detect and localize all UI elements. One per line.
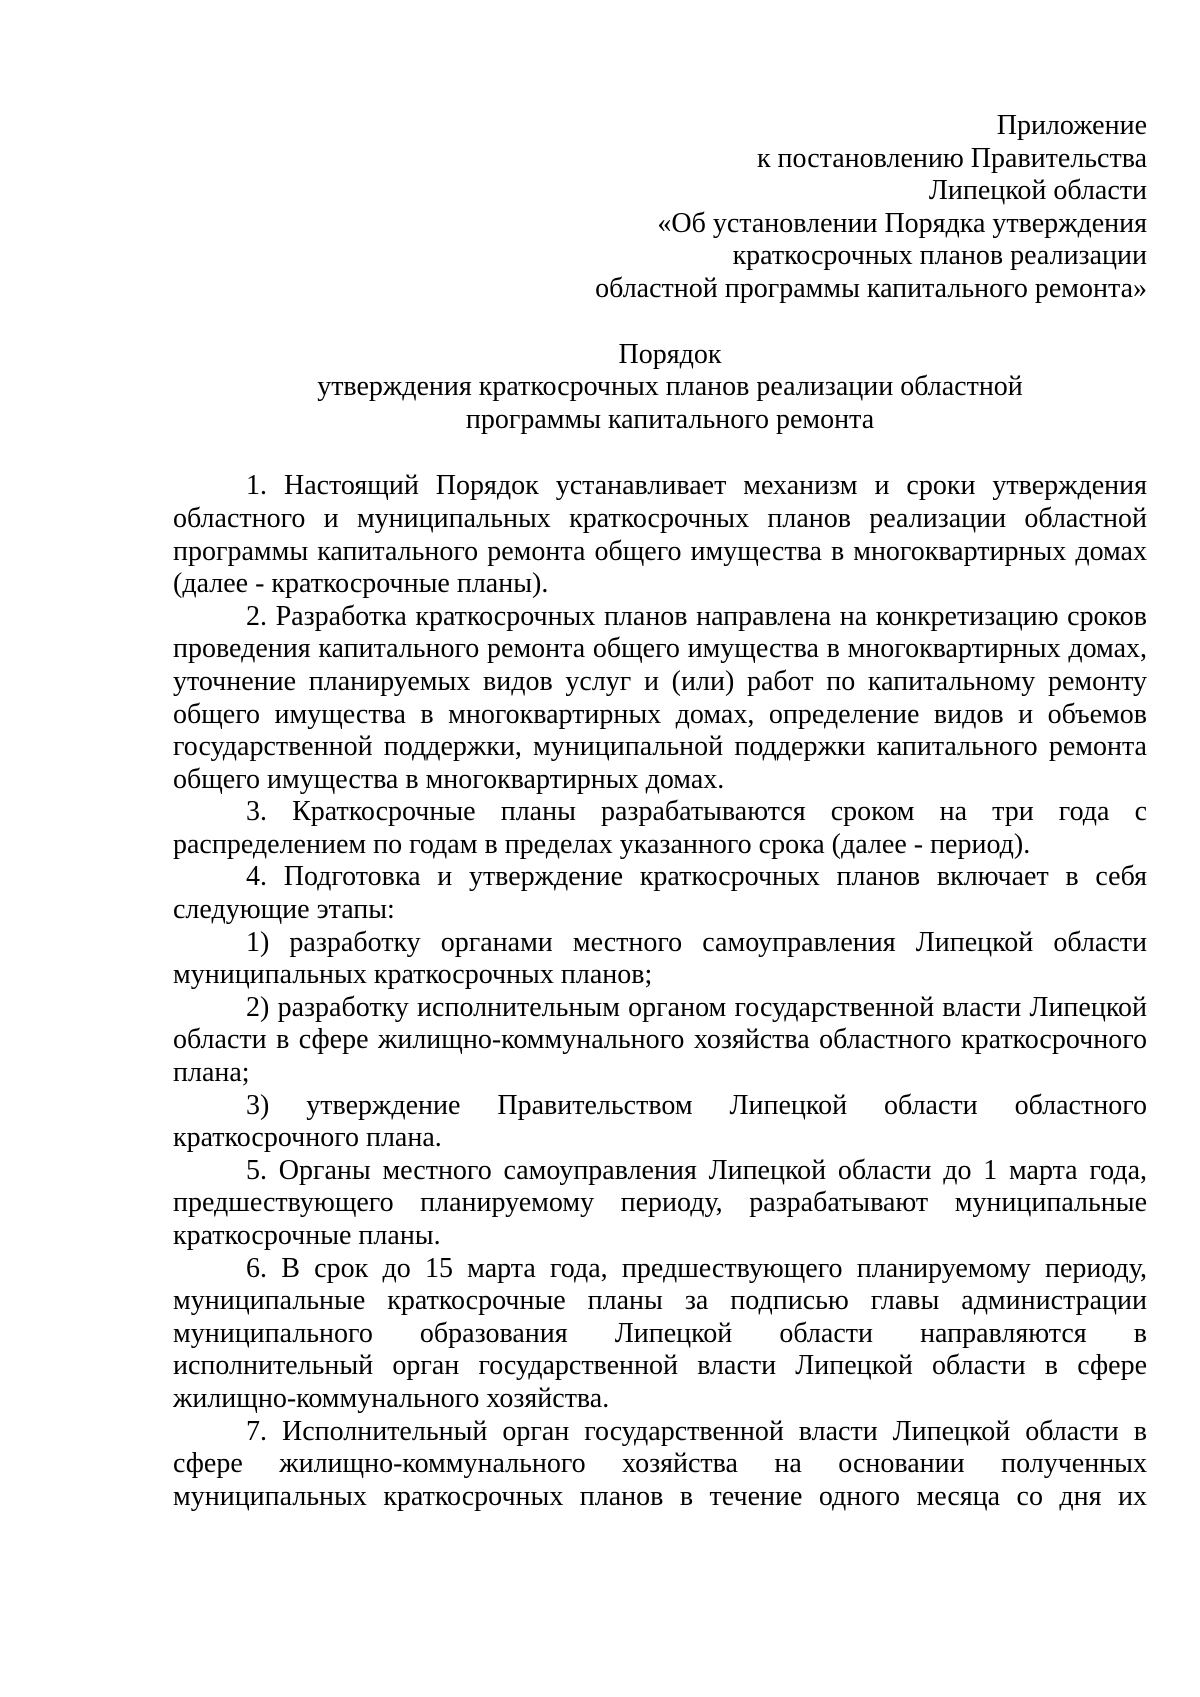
paragraph-4-item-2: 2) разработку исполнительным органом государственной власти Липецкой области в сфере жилищно-коммунального хозяйства областного краткосрочного плана; xyxy=(173,991,1147,1089)
title-subtitle-line: утверждения краткосрочных планов реализации областной xyxy=(317,371,1023,403)
paragraph-3: 3. Краткосрочные планы разрабатываются сроком на три года с распределением по годам в пределах указанного срока (далее - период). xyxy=(173,796,1147,860)
annex-line: областной программы капитального ремонта» xyxy=(595,272,1147,304)
annex-line: Липецкой области xyxy=(928,175,1147,207)
document-body xyxy=(173,470,1147,1513)
paragraph-4-item-3: 3) утверждение Правительством Липецкой области областного краткосрочного плана. xyxy=(173,1089,1147,1154)
annex-header xyxy=(173,110,1147,306)
annex-line: краткосрочных планов реализации xyxy=(732,240,1147,272)
document-title xyxy=(173,339,1147,437)
paragraph-2: 2. Разработка краткосрочных планов направлена на конкретизацию сроков проведения капитального ремонта общего имущества в многоквартирных домах, уточнение планируемых видов услуг и (или) работ по капитальному ремонту общего имущества в многоквартирных домах, определение видов и объемов государственной поддержки, муниципальной поддержки капитального ремонта общего имущества в многоквартирных домах. xyxy=(173,600,1147,795)
paragraph-4: 4. Подготовка и утверждение краткосрочных планов включает в себя следующие этапы: xyxy=(173,861,1147,926)
annex-line: «Об установлении Порядка утверждения xyxy=(657,207,1147,239)
annex-line: к постановлению Правительства xyxy=(756,142,1147,174)
title-heading: Порядок xyxy=(618,338,722,370)
paragraph-4-item-1: 1) разработку органами местного самоуправления Липецкой области муниципальных краткосрочных планов; xyxy=(173,926,1147,991)
paragraph-5: 5. Органы местного самоуправления Липецкой области до 1 марта года, предшествующего планируемому периоду, разрабатывают муниципальные краткосрочные планы. xyxy=(173,1154,1147,1251)
paragraph-7: 7. Исполнительный орган государственной власти Липецкой области в сфере жилищно-коммунального хозяйства на основании полученных муниципальных краткосрочных планов в течение одного месяца со дня их xyxy=(173,1415,1147,1512)
title-subtitle-line: программы капитального ремонта xyxy=(465,403,875,435)
paragraph-1: 1. Настоящий Порядок устанавливает механизм и сроки утверждения областного и муниципальных краткосрочных планов реализации областной программы капитального ремонта общего имущества в многоквартирных домах (далее - краткосрочные планы). xyxy=(173,470,1147,600)
annex-line: Приложение xyxy=(996,110,1147,141)
document-page xyxy=(173,110,1147,1513)
paragraph-6: 6. В срок до 15 марта года, предшествующего планируемому периоду, муниципальные краткосрочные планы за подписью главы администрации муниципального образования Липецкой области направляются в исполнительный орган государственной власти Липецкой области в сфере жилищно-коммунального хозяйства. xyxy=(173,1252,1147,1414)
